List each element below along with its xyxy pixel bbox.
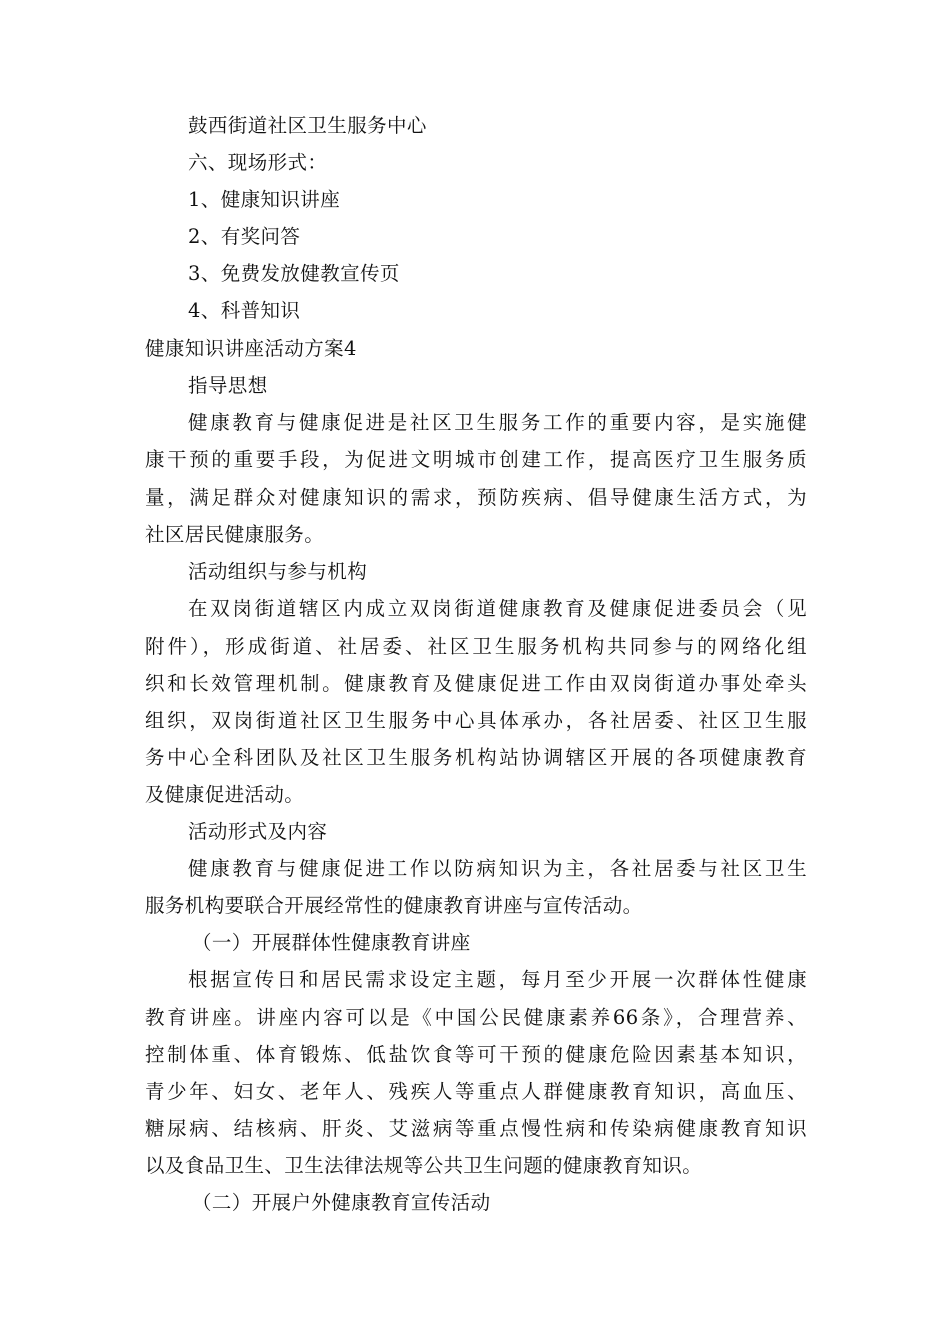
paragraph-line: 健康教育与健康促进工作以防病知识为主，各社居委与社区卫生: [188, 857, 807, 880]
paragraph-line: 服务机构要联合开展经常性的健康教育讲座与宣传活动。: [145, 894, 643, 917]
paragraph-line: 以及食品卫生、卫生法律法规等公共卫生问题的健康教育知识。: [145, 1154, 703, 1177]
plan-title: 健康知识讲座活动方案4: [145, 337, 357, 360]
paragraph-line: 青少年、妇女、老年人、残疾人等重点人群健康教育知识，高血压、: [145, 1080, 807, 1103]
list-item: 3、免费发放健教宣传页: [188, 262, 400, 285]
paragraph-line: 控制体重、体育锻炼、低盐饮食等可干预的健康危险因素基本知识，: [145, 1043, 807, 1066]
paragraph-line: 及健康促进活动。: [145, 783, 305, 806]
org-name-line: 鼓西街道社区卫生服务中心: [188, 114, 427, 137]
paragraph-line: 糖尿病、结核病、肝炎、艾滋病等重点慢性病和传染病健康教育知识: [145, 1117, 807, 1140]
list-item: 1、健康知识讲座: [188, 188, 341, 211]
paragraph-line: 附件），形成街道、社居委、社区卫生服务机构共同参与的网络化组: [145, 635, 807, 658]
subsection-heading-1: （一）开展群体性健康教育讲座: [192, 931, 471, 954]
section-heading-format: 六、现场形式：: [188, 151, 328, 174]
paragraph-line: 教育讲座。讲座内容可以是《中国公民健康素养66条》，合理营养、: [145, 1006, 807, 1029]
paragraph-line: 织和长效管理机制。健康教育及健康促进工作由双岗街道办事处牵头: [145, 672, 807, 695]
paragraph-line: 社区居民健康服务。: [145, 523, 325, 546]
list-item: 2、有奖问答: [188, 225, 301, 248]
section-heading-organization: 活动组织与参与机构: [188, 560, 368, 583]
section-heading-activities: 活动形式及内容: [188, 820, 328, 843]
paragraph-line: 务中心全科团队及社区卫生服务机构站协调辖区开展的各项健康教育: [145, 746, 807, 769]
subsection-heading-2: （二）开展户外健康教育宣传活动: [192, 1191, 491, 1214]
list-item: 4、科普知识: [188, 299, 301, 322]
section-heading-guiding: 指导思想: [188, 374, 268, 397]
paragraph-line: 组织，双岗街道社区卫生服务中心具体承办，各社居委、社区卫生服: [145, 709, 807, 732]
paragraph-line: 康干预的重要手段，为促进文明城市创建工作，提高医疗卫生服务质: [145, 448, 807, 471]
paragraph-line: 健康教育与健康促进是社区卫生服务工作的重要内容，是实施健: [188, 411, 807, 434]
paragraph-line: 在双岗街道辖区内成立双岗街道健康教育及健康促进委员会（见: [188, 597, 807, 620]
paragraph-line: 根据宣传日和居民需求设定主题，每月至少开展一次群体性健康: [188, 968, 807, 991]
paragraph-line: 量，满足群众对健康知识的需求，预防疾病、倡导健康生活方式，为: [145, 486, 807, 509]
